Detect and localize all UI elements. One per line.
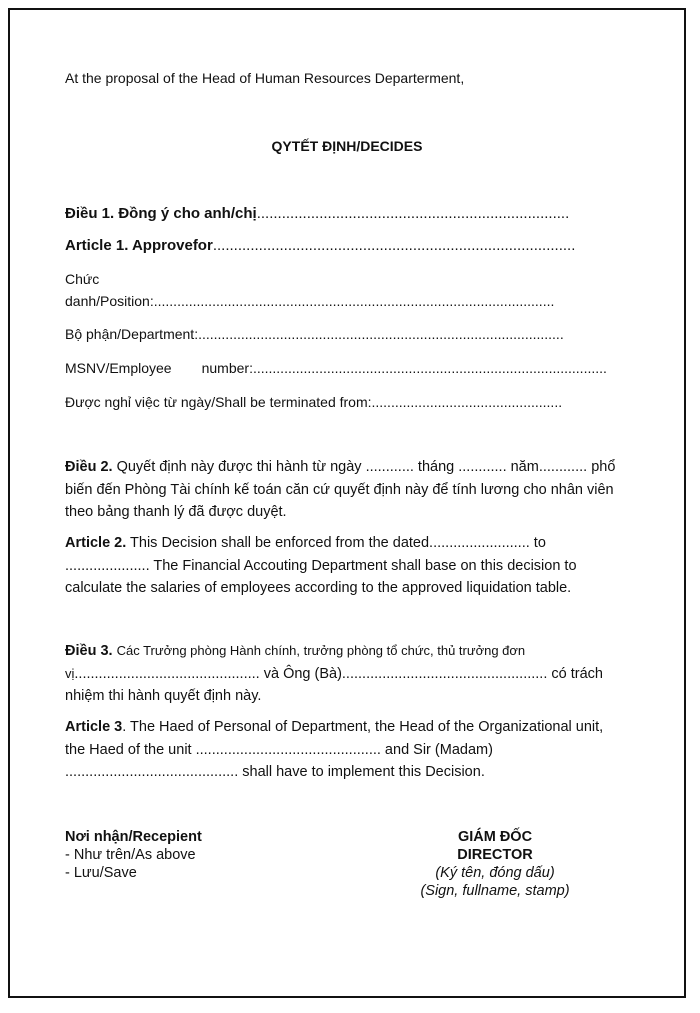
article-1-en-label: Article 1. Approvefor [65,237,213,254]
director-title-vn: GIÁM ĐỐC [457,829,533,845]
employee-number-label: MSNV/Employee [65,360,172,376]
position-field: danh/Position:....................................................................................................... [65,293,555,309]
article-2-en-text: This Decision shall be enforced from the dated......................... to ..................... The Financial Accouting Department shall base on this decision to calculate the salaries of employees according to the approved liquidation table. [65,535,577,596]
intro-line: At the proposal of the Head of Human Resources Departerment, [65,70,465,86]
article-1-vn-blank: ........................................................................... [256,205,570,222]
termination-field: Được nghỉ việc từ ngày/Shall be terminated from:................................................. [65,394,563,410]
article-3-en-label: Article 3 [65,719,123,735]
department-field: Bộ phận/Department:.............................................................................................. [65,326,564,342]
article-2-vn [65,456,625,524]
article-3-en-text: . The Haed of Personal of Department, the Head of the Organizational unit, the Haed of the unit .............................................. and Sir (Madam) ........................................... shall have to implement this Decision. [65,719,604,780]
article-2-en [65,532,625,600]
article-3-en [65,716,625,784]
employee-number-blank: number:........................................................................................... [201,360,607,376]
signature-note-en: (Sign, fullname, stamp) [420,883,570,899]
recipient-item: - Lưu/Save [65,865,137,881]
decision-document [8,8,686,998]
article-2-vn-text: Quyết định này được thi hành từ ngày ............ tháng ............ năm............ phổ biến đến Phòng Tài chính kế toán căn cứ quyết định này để tính lương cho nhân viên theo bảng thanh lý đã được duyệt. [65,459,616,520]
signature-note-vn: (Ký tên, đóng dấu) [435,865,555,881]
director-signature-block [380,828,610,900]
article-1-en-blank: ....................................................................................... [212,237,576,254]
position-label: Chức [65,271,100,287]
recipient-block [65,828,202,882]
article-1-en [65,236,575,256]
recipient-item: - Như trên/As above [65,847,196,863]
article-1-vn-label: Điều 1. Đồng ý cho anh/chị [65,205,257,222]
document-title: QYTẾT ĐỊNH/DECIDES [271,138,423,154]
employee-number-field [65,358,607,378]
article-3-vn [65,640,625,708]
director-title-en: DIRECTOR [457,847,533,863]
article-2-en-label: Article 2. [65,535,127,551]
article-3-vn-label: Điều 3. [65,643,113,659]
article-2-vn-label: Điều 2. [65,459,113,475]
article-1-vn [65,204,569,224]
article-3-vn-text-rest: .............................................. và Ông (Bà)................................................... có trách nhiệm thi hành quyết định này. [65,665,603,704]
recipient-label: Nơi nhận/Recepient [65,829,202,845]
article-3-vn-text: Các Trưởng phòng Hành chính, trưởng phòng tổ chức, thủ trưởng đơn vị [65,643,526,681]
